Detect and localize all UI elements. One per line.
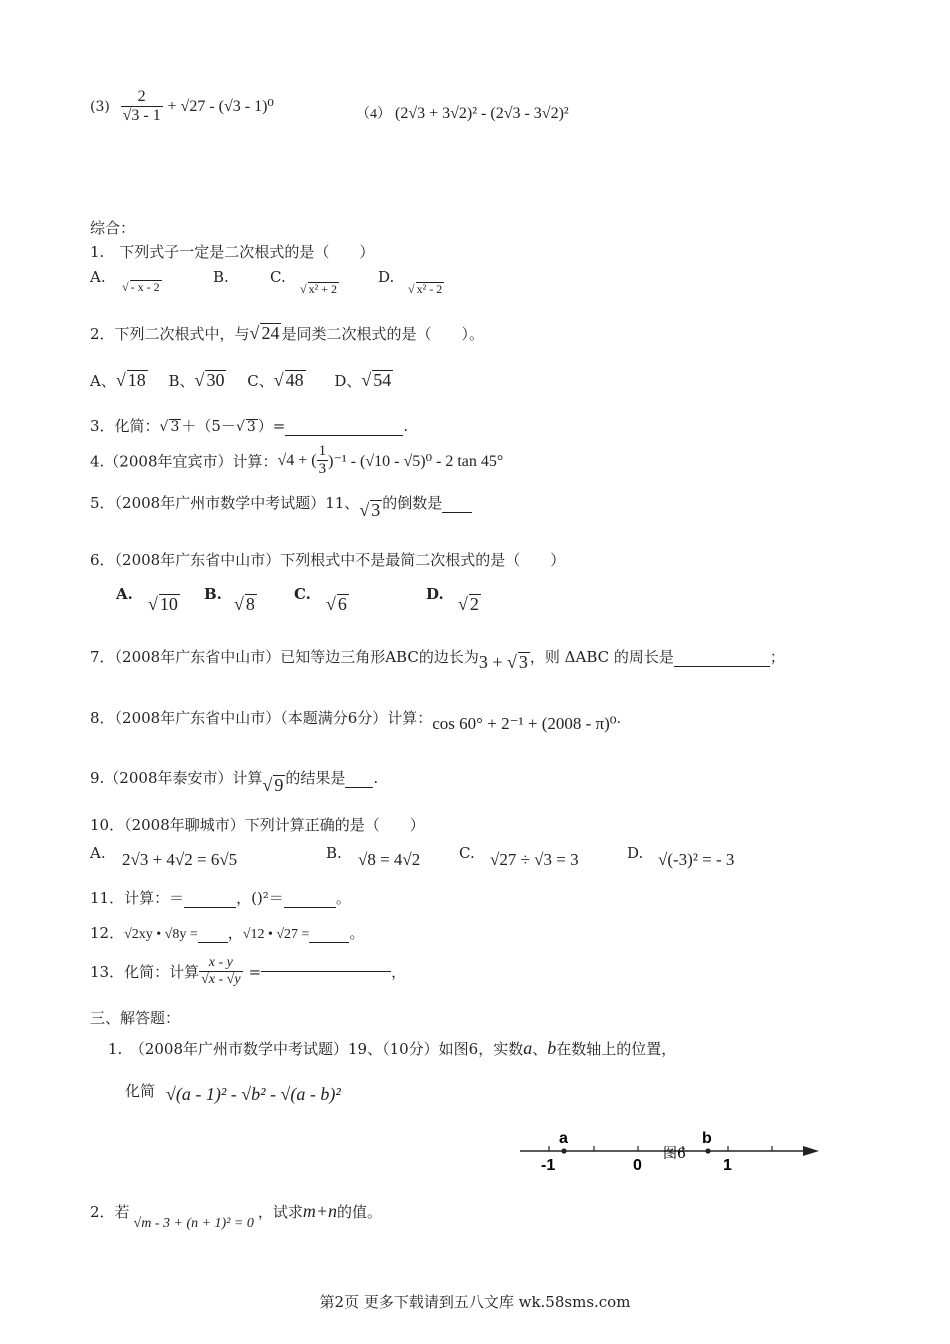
q2-options (90, 370, 393, 391)
q10-option-b-label: B. (326, 844, 342, 862)
q6-option-b: √ 8 (234, 594, 255, 614)
q5-radical: √ 3 (359, 500, 381, 520)
q2-option-b: √ 30 (194, 370, 225, 390)
q5-prefix: 5．（2008年广州市数学中考试题）11、 (90, 494, 360, 512)
q2-option-d-radicand: 54 (373, 370, 392, 390)
q4-expr-b: )⁻¹ - (√10 - √5)⁰ - 2 tan 45° (328, 452, 504, 470)
solve-question-2 (90, 1201, 383, 1231)
tick-label-minus-1: -1 (541, 1157, 556, 1174)
q7-answer-blank[interactable] (674, 666, 770, 667)
q3-radicand-2: 3 (246, 419, 256, 435)
s1-simplify-label: 化简 (125, 1082, 156, 1100)
q1-option-a-radicand: - x - 2 (130, 280, 160, 294)
problem-3-rest: + √27 - (√3 - 1)⁰ (167, 97, 274, 115)
q13-denominator: √x - √y (201, 972, 241, 988)
q10-option-b: √8 = 4√2 (358, 850, 421, 869)
tick-label-0: 0 (633, 1157, 642, 1174)
q2-option-b-radicand: 30 (206, 370, 225, 390)
q6-option-c: √ 6 (326, 594, 347, 614)
label-b: b (702, 1130, 712, 1147)
problem-4 (356, 103, 569, 123)
q12-answer-blank-2[interactable] (309, 942, 349, 943)
q9-suffix: 的结果是 (285, 769, 346, 787)
question-3 (90, 415, 408, 436)
q4-prefix: 4.（2008年宜宾市）计算： (90, 452, 278, 471)
question-4 (90, 443, 503, 479)
q7-prefix: 7．（2008年广东省中山市）已知等边三角形ABC的边长为 (90, 648, 479, 666)
q1-option-a-expr: √ - x - 2 (122, 280, 160, 294)
q3-answer-blank[interactable] (285, 435, 403, 436)
q3-radical-2: √ 3 (235, 419, 256, 435)
question-12 (90, 922, 364, 943)
s1-suffix: 在数轴上的位置， (556, 1040, 677, 1058)
q10-option-a: 2√3 + 4√2 = 6√5 (122, 850, 238, 869)
s2-m-plus-n: m+n (302, 1201, 338, 1221)
label-a: a (559, 1130, 568, 1147)
question-10: 10．（2008年聊城市）下列计算正确的是（ ） (90, 816, 425, 834)
question-8 (90, 707, 622, 733)
q6-option-d-radicand: 2 (469, 594, 479, 614)
q9-radical: √ 9 (262, 775, 284, 795)
q4-expr-a: √4 + ( (277, 451, 317, 469)
s1-expression: √(a - 1)² - √b² - √(a - b)² (166, 1084, 341, 1104)
q3-middle: ＋（5－ (181, 417, 236, 435)
q2-radical: √ 24 (249, 323, 280, 343)
question-13 (90, 955, 406, 988)
q9-prefix: 9.（2008年泰安市）计算 (90, 769, 263, 787)
question-5 (90, 492, 472, 520)
q10-option-c-label: C. (459, 844, 475, 862)
q6-option-c-radicand: 6 (337, 594, 347, 614)
q7-end: ； (769, 648, 785, 666)
q8-prefix: 8．（2008年广东省中山市）（本题满分6分）计算： (90, 709, 433, 727)
q10-option-c: √27 ÷ √3 = 3 (490, 850, 579, 869)
q13-equals: = (248, 962, 262, 981)
q11-end: 。 (335, 889, 351, 907)
q7-radicand: 3 (518, 652, 528, 672)
s2-prefix: 2．若 (90, 1203, 130, 1221)
q10-option-d-label: D. (627, 844, 644, 862)
q2-option-a-label: A、 (90, 372, 116, 390)
q2-option-a: √ 18 (115, 370, 146, 390)
page-footer: 第2页 更多下载请到五八文库 wk.58sms.com (319, 1293, 631, 1311)
q6-option-a-radicand: 10 (159, 594, 178, 614)
q13-fraction (199, 955, 242, 988)
q11-prefix: 11．计算：＝ (90, 889, 185, 907)
q7-expr-a: 3 + (478, 652, 507, 672)
number-line-figure (515, 1122, 825, 1176)
question-6 (90, 549, 565, 570)
q11-middle: ，()²＝ (236, 889, 284, 907)
q1-option-b-label: B. (213, 268, 229, 286)
q10-option-d: √(-3)² = - 3 (658, 850, 735, 869)
question-7 (90, 646, 785, 672)
q5-answer-blank[interactable] (442, 512, 472, 513)
q12-end: 。 (349, 924, 365, 942)
q6-text: 6．（2008年广东省中山市）下列根式中不是最简二次根式的是（ ） (90, 551, 566, 569)
q1-option-c-radicand: x² + 2 (308, 282, 337, 296)
q12-separator: ， (227, 924, 243, 942)
q1-option-a (90, 268, 106, 286)
question-1: 1. 下列式子一定是二次根式的是（ ） (90, 243, 375, 261)
q6-option-a: √ 10 (148, 594, 178, 614)
s1-var-a: a (523, 1038, 533, 1058)
q5-suffix: 的倒数是 (382, 494, 443, 512)
section-comprehensive: 综合： (90, 219, 136, 237)
q9-radicand: 9 (274, 775, 284, 795)
q3-prefix: 3．化简： (90, 417, 160, 435)
q12-expr-2: √12 • √27 = (242, 927, 310, 942)
q6-option-d-label: D. (426, 585, 444, 603)
q2-radicand: 24 (261, 323, 280, 343)
s1-separator: 、 (532, 1040, 548, 1058)
arrow-icon (803, 1146, 819, 1156)
section-answer-questions: 三、解答题： (90, 1009, 181, 1027)
q2-option-d-label: D、 (334, 372, 362, 390)
q8-end: . (616, 711, 622, 727)
question-9 (90, 767, 379, 795)
s2-end: 的值。 (337, 1203, 383, 1221)
q2-option-d: √ 54 (361, 370, 392, 390)
q7-expr: 3 + √ 3 (478, 652, 528, 672)
q6-option-c-label: C. (294, 585, 311, 603)
q2-suffix: 是同类二次根式的是（ ）。 (281, 325, 484, 343)
q7-suffix: ，则 ΔABC 的周长是 (529, 648, 674, 666)
q6-option-d: √ 2 (458, 594, 479, 614)
s1-var-b: b (547, 1038, 557, 1058)
solve-question-1 (108, 1038, 676, 1059)
q4-fraction (317, 443, 329, 479)
problem-3-label: (3) (90, 98, 110, 115)
q4-numerator: 1 (317, 443, 329, 461)
q1-option-d-expr: √ x² - 2 (408, 282, 443, 296)
problem-3-numerator: 2 (121, 88, 163, 107)
q12-answer-blank-1[interactable] (198, 942, 228, 943)
s2-suffix: ，试求 (257, 1203, 303, 1221)
q13-answer-blank[interactable] (261, 971, 391, 972)
q2-option-c-label: C、 (247, 372, 274, 390)
point-b (705, 1148, 710, 1153)
q2-option-b-label: B、 (168, 372, 195, 390)
q11-answer-blank-2[interactable] (284, 907, 336, 908)
s1-text: 1. （2008年广州市数学中考试题）19、（10分）如图6，实数 (108, 1040, 524, 1058)
q9-answer-blank[interactable] (345, 787, 373, 788)
q10-option-a-label: A. (90, 844, 106, 862)
q13-end: ， (391, 963, 407, 982)
figure-caption: 图6 (663, 1146, 686, 1162)
q3-suffix: ）= (257, 417, 286, 435)
q5-radicand: 3 (371, 500, 381, 520)
problem-3-fraction (121, 88, 163, 126)
problem-3 (90, 88, 274, 126)
problem-3-denominator: √3 - 1 (122, 107, 161, 125)
q3-radical-1: √ 3 (159, 419, 180, 435)
s2-expression: √m - 3 + (n + 1)² = 0 (133, 1216, 254, 1231)
q2-option-c: √ 48 (273, 370, 304, 390)
problem-4-label: （4） (356, 107, 391, 122)
q3-end: . (403, 417, 409, 435)
q11-answer-blank-1[interactable] (184, 907, 236, 908)
q6-option-a-label: A. (116, 585, 133, 603)
q8-expr: cos 60° + 2⁻¹ + (2008 - π)⁰ (432, 714, 617, 733)
q1-option-c-label: C. (270, 268, 286, 286)
q1-option-d-radicand: x² - 2 (416, 282, 443, 296)
q3-radicand-1: 3 (170, 419, 180, 435)
point-a (561, 1148, 566, 1153)
q9-end: . (373, 769, 379, 787)
q1-option-d-label: D. (378, 268, 395, 286)
q12-expr-1: √2xy • √8y = (124, 927, 198, 942)
question-11 (90, 887, 351, 908)
q4-denominator: 3 (318, 461, 327, 478)
q13-prefix: 13．化简：计算 (90, 963, 200, 982)
q6-option-b-label: B. (204, 585, 222, 603)
problem-4-expr: (2√3 + 3√2)² - (2√3 - 3√2)² (395, 105, 569, 122)
q6-option-b-radicand: 8 (245, 594, 255, 614)
q12-prefix: 12． (90, 924, 125, 942)
q2-prefix: 2．下列二次根式中，与 (90, 325, 250, 343)
q2-option-c-radicand: 48 (285, 370, 304, 390)
tick-label-1: 1 (723, 1157, 732, 1174)
q1-option-a-label: A. (90, 268, 106, 286)
question-2 (90, 323, 484, 344)
q1-option-c-expr: √ x² + 2 (300, 282, 337, 296)
q2-option-a-radicand: 18 (127, 370, 146, 390)
q13-numerator: x - y (199, 955, 242, 972)
